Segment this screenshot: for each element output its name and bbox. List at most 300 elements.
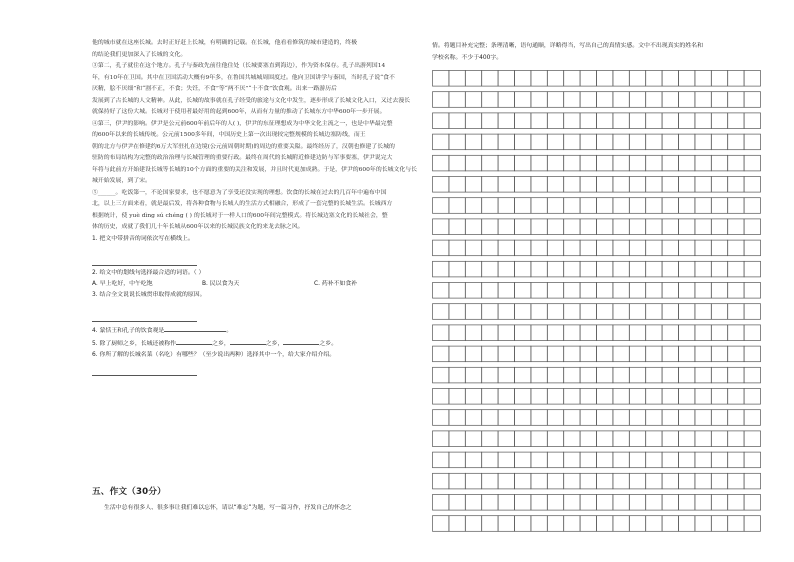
- grid-cell[interactable]: [515, 452, 531, 468]
- grid-cell[interactable]: [613, 452, 629, 468]
- grid-cell[interactable]: [646, 431, 662, 447]
- grid-cell[interactable]: [482, 431, 498, 447]
- grid-cell[interactable]: [711, 198, 727, 214]
- grid-cell[interactable]: [711, 219, 727, 235]
- grid-cell[interactable]: [482, 367, 498, 383]
- grid-cell[interactable]: [662, 452, 678, 468]
- grid-cell[interactable]: [728, 261, 744, 277]
- grid-cell[interactable]: [433, 240, 449, 256]
- grid-cell[interactable]: [433, 155, 449, 171]
- grid-cell[interactable]: [646, 261, 662, 277]
- grid-cell[interactable]: [580, 177, 596, 193]
- grid-cell[interactable]: [465, 155, 481, 171]
- grid-cell[interactable]: [744, 304, 760, 320]
- grid-cell[interactable]: [515, 283, 531, 299]
- grid-cell[interactable]: [531, 240, 547, 256]
- grid-cell[interactable]: [613, 134, 629, 150]
- grid-cell[interactable]: [465, 325, 481, 341]
- grid-cell[interactable]: [482, 155, 498, 171]
- grid-cell[interactable]: [433, 304, 449, 320]
- grid-cell[interactable]: [482, 304, 498, 320]
- grid-cell[interactable]: [564, 431, 580, 447]
- grid-cell[interactable]: [547, 367, 563, 383]
- grid-cell[interactable]: [597, 134, 613, 150]
- grid-cell[interactable]: [744, 240, 760, 256]
- grid-cell[interactable]: [547, 92, 563, 108]
- answer-line-3[interactable]: [92, 313, 197, 322]
- grid-cell[interactable]: [744, 452, 760, 468]
- grid-cell[interactable]: [646, 71, 662, 87]
- grid-cell[interactable]: [695, 516, 711, 532]
- grid-cell[interactable]: [449, 240, 465, 256]
- grid-cell[interactable]: [564, 473, 580, 489]
- grid-cell[interactable]: [547, 325, 563, 341]
- grid-cell[interactable]: [465, 261, 481, 277]
- grid-cell[interactable]: [531, 304, 547, 320]
- grid-cell[interactable]: [744, 71, 760, 87]
- grid-cell[interactable]: [662, 495, 678, 511]
- grid-cell[interactable]: [515, 431, 531, 447]
- grid-cell[interactable]: [465, 495, 481, 511]
- grid-cell[interactable]: [547, 431, 563, 447]
- grid-cell[interactable]: [662, 367, 678, 383]
- grid-cell[interactable]: [646, 113, 662, 129]
- q5-blank-1[interactable]: [176, 337, 212, 345]
- grid-cell[interactable]: [728, 155, 744, 171]
- grid-cell[interactable]: [679, 495, 695, 511]
- grid-cell[interactable]: [711, 134, 727, 150]
- grid-cell[interactable]: [449, 71, 465, 87]
- writing-grid[interactable]: [432, 70, 766, 540]
- grid-cell[interactable]: [547, 452, 563, 468]
- grid-cell[interactable]: [597, 261, 613, 277]
- grid-cell[interactable]: [465, 410, 481, 426]
- grid-cell[interactable]: [597, 283, 613, 299]
- grid-cell[interactable]: [597, 367, 613, 383]
- grid-cell[interactable]: [580, 495, 596, 511]
- grid-cell[interactable]: [744, 516, 760, 532]
- grid-cell[interactable]: [498, 495, 514, 511]
- grid-cell[interactable]: [580, 92, 596, 108]
- grid-cell[interactable]: [597, 92, 613, 108]
- grid-cell[interactable]: [465, 431, 481, 447]
- grid-cell[interactable]: [449, 177, 465, 193]
- grid-cell[interactable]: [744, 198, 760, 214]
- grid-cell[interactable]: [515, 346, 531, 362]
- grid-cell[interactable]: [482, 516, 498, 532]
- grid-cell[interactable]: [580, 473, 596, 489]
- grid-cell[interactable]: [662, 155, 678, 171]
- grid-cell[interactable]: [449, 495, 465, 511]
- grid-cell[interactable]: [531, 367, 547, 383]
- grid-cell[interactable]: [547, 346, 563, 362]
- grid-cell[interactable]: [547, 71, 563, 87]
- grid-cell[interactable]: [433, 410, 449, 426]
- grid-cell[interactable]: [646, 346, 662, 362]
- grid-cell[interactable]: [744, 177, 760, 193]
- grid-cell[interactable]: [449, 473, 465, 489]
- grid-cell[interactable]: [597, 240, 613, 256]
- grid-cell[interactable]: [449, 198, 465, 214]
- grid-cell[interactable]: [465, 113, 481, 129]
- grid-cell[interactable]: [564, 240, 580, 256]
- grid-cell[interactable]: [613, 219, 629, 235]
- grid-cell[interactable]: [744, 410, 760, 426]
- grid-cell[interactable]: [613, 325, 629, 341]
- grid-cell[interactable]: [728, 495, 744, 511]
- grid-cell[interactable]: [695, 177, 711, 193]
- grid-cell[interactable]: [629, 389, 645, 405]
- grid-cell[interactable]: [564, 92, 580, 108]
- grid-cell[interactable]: [465, 283, 481, 299]
- grid-cell[interactable]: [482, 113, 498, 129]
- grid-cell[interactable]: [629, 261, 645, 277]
- grid-cell[interactable]: [580, 346, 596, 362]
- grid-cell[interactable]: [482, 325, 498, 341]
- grid-cell[interactable]: [580, 410, 596, 426]
- grid-cell[interactable]: [465, 134, 481, 150]
- grid-cell[interactable]: [711, 431, 727, 447]
- grid-cell[interactable]: [679, 304, 695, 320]
- grid-cell[interactable]: [465, 367, 481, 383]
- grid-cell[interactable]: [613, 304, 629, 320]
- grid-cell[interactable]: [679, 198, 695, 214]
- grid-cell[interactable]: [547, 155, 563, 171]
- answer-line-1[interactable]: [92, 257, 197, 266]
- grid-cell[interactable]: [465, 473, 481, 489]
- grid-cell[interactable]: [646, 495, 662, 511]
- grid-cell[interactable]: [711, 113, 727, 129]
- grid-cell[interactable]: [728, 134, 744, 150]
- grid-cell[interactable]: [465, 304, 481, 320]
- grid-cell[interactable]: [531, 177, 547, 193]
- grid-cell[interactable]: [646, 92, 662, 108]
- grid-cell[interactable]: [679, 452, 695, 468]
- grid-cell[interactable]: [597, 346, 613, 362]
- grid-cell[interactable]: [531, 495, 547, 511]
- grid-cell[interactable]: [498, 177, 514, 193]
- grid-cell[interactable]: [629, 367, 645, 383]
- grid-cell[interactable]: [515, 410, 531, 426]
- grid-cell[interactable]: [695, 325, 711, 341]
- grid-cell[interactable]: [580, 389, 596, 405]
- grid-cell[interactable]: [580, 325, 596, 341]
- grid-cell[interactable]: [662, 219, 678, 235]
- grid-cell[interactable]: [695, 219, 711, 235]
- grid-cell[interactable]: [744, 134, 760, 150]
- grid-cell[interactable]: [580, 155, 596, 171]
- grid-cell[interactable]: [498, 261, 514, 277]
- grid-cell[interactable]: [629, 198, 645, 214]
- grid-cell[interactable]: [531, 219, 547, 235]
- grid-cell[interactable]: [449, 367, 465, 383]
- grid-cell[interactable]: [679, 473, 695, 489]
- grid-cell[interactable]: [613, 155, 629, 171]
- grid-cell[interactable]: [629, 495, 645, 511]
- grid-cell[interactable]: [482, 177, 498, 193]
- grid-cell[interactable]: [662, 261, 678, 277]
- grid-cell[interactable]: [515, 325, 531, 341]
- grid-cell[interactable]: [515, 304, 531, 320]
- grid-cell[interactable]: [482, 389, 498, 405]
- grid-cell[interactable]: [580, 431, 596, 447]
- grid-cell[interactable]: [662, 325, 678, 341]
- grid-cell[interactable]: [662, 177, 678, 193]
- grid-cell[interactable]: [547, 113, 563, 129]
- grid-cell[interactable]: [695, 71, 711, 87]
- grid-cell[interactable]: [613, 177, 629, 193]
- grid-cell[interactable]: [433, 113, 449, 129]
- q5-blank-2[interactable]: [230, 337, 266, 345]
- grid-cell[interactable]: [433, 367, 449, 383]
- grid-cell[interactable]: [498, 113, 514, 129]
- grid-cell[interactable]: [711, 304, 727, 320]
- grid-cell[interactable]: [662, 431, 678, 447]
- grid-cell[interactable]: [531, 516, 547, 532]
- grid-cell[interactable]: [646, 452, 662, 468]
- option-a[interactable]: A. 早上吃好，中午吃饱: [92, 280, 153, 287]
- grid-cell[interactable]: [547, 304, 563, 320]
- grid-cell[interactable]: [597, 495, 613, 511]
- grid-cell[interactable]: [613, 71, 629, 87]
- grid-cell[interactable]: [580, 452, 596, 468]
- grid-cell[interactable]: [679, 325, 695, 341]
- grid-cell[interactable]: [629, 113, 645, 129]
- grid-cell[interactable]: [531, 389, 547, 405]
- grid-cell[interactable]: [695, 261, 711, 277]
- grid-cell[interactable]: [646, 516, 662, 532]
- grid-cell[interactable]: [662, 516, 678, 532]
- grid-cell[interactable]: [498, 389, 514, 405]
- grid-cell[interactable]: [662, 304, 678, 320]
- grid-cell[interactable]: [531, 198, 547, 214]
- grid-cell[interactable]: [728, 71, 744, 87]
- grid-cell[interactable]: [449, 389, 465, 405]
- grid-cell[interactable]: [711, 71, 727, 87]
- grid-cell[interactable]: [695, 367, 711, 383]
- grid-cell[interactable]: [728, 177, 744, 193]
- grid-cell[interactable]: [629, 92, 645, 108]
- grid-cell[interactable]: [695, 431, 711, 447]
- grid-cell[interactable]: [679, 346, 695, 362]
- grid-cell[interactable]: [449, 261, 465, 277]
- grid-cell[interactable]: [646, 219, 662, 235]
- grid-cell[interactable]: [711, 155, 727, 171]
- grid-cell[interactable]: [646, 240, 662, 256]
- grid-cell[interactable]: [744, 473, 760, 489]
- grid-cell[interactable]: [695, 410, 711, 426]
- grid-cell[interactable]: [580, 113, 596, 129]
- grid-cell[interactable]: [449, 219, 465, 235]
- grid-cell[interactable]: [695, 452, 711, 468]
- grid-cell[interactable]: [646, 283, 662, 299]
- grid-cell[interactable]: [744, 495, 760, 511]
- grid-cell[interactable]: [744, 431, 760, 447]
- grid-cell[interactable]: [482, 219, 498, 235]
- grid-cell[interactable]: [547, 495, 563, 511]
- grid-cell[interactable]: [515, 219, 531, 235]
- grid-cell[interactable]: [531, 134, 547, 150]
- grid-cell[interactable]: [695, 304, 711, 320]
- grid-cell[interactable]: [547, 389, 563, 405]
- grid-cell[interactable]: [449, 516, 465, 532]
- grid-cell[interactable]: [646, 473, 662, 489]
- grid-cell[interactable]: [531, 346, 547, 362]
- grid-cell[interactable]: [433, 283, 449, 299]
- grid-cell[interactable]: [728, 389, 744, 405]
- grid-cell[interactable]: [613, 410, 629, 426]
- grid-cell[interactable]: [679, 516, 695, 532]
- grid-cell[interactable]: [498, 473, 514, 489]
- grid-cell[interactable]: [597, 410, 613, 426]
- grid-cell[interactable]: [433, 389, 449, 405]
- grid-cell[interactable]: [629, 155, 645, 171]
- grid-cell[interactable]: [728, 304, 744, 320]
- grid-cell[interactable]: [449, 304, 465, 320]
- grid-cell[interactable]: [580, 240, 596, 256]
- grid-cell[interactable]: [613, 240, 629, 256]
- grid-cell[interactable]: [465, 71, 481, 87]
- grid-cell[interactable]: [564, 516, 580, 532]
- grid-cell[interactable]: [629, 473, 645, 489]
- grid-cell[interactable]: [515, 92, 531, 108]
- grid-cell[interactable]: [498, 346, 514, 362]
- grid-cell[interactable]: [564, 346, 580, 362]
- grid-cell[interactable]: [597, 219, 613, 235]
- grid-cell[interactable]: [744, 261, 760, 277]
- grid-cell[interactable]: [728, 92, 744, 108]
- grid-cell[interactable]: [547, 198, 563, 214]
- grid-cell[interactable]: [711, 283, 727, 299]
- grid-cell[interactable]: [547, 219, 563, 235]
- grid-cell[interactable]: [433, 261, 449, 277]
- grid-cell[interactable]: [482, 283, 498, 299]
- grid-cell[interactable]: [564, 155, 580, 171]
- grid-cell[interactable]: [515, 71, 531, 87]
- grid-cell[interactable]: [679, 261, 695, 277]
- grid-cell[interactable]: [695, 240, 711, 256]
- grid-cell[interactable]: [564, 113, 580, 129]
- grid-cell[interactable]: [498, 431, 514, 447]
- grid-cell[interactable]: [646, 134, 662, 150]
- grid-cell[interactable]: [597, 473, 613, 489]
- grid-cell[interactable]: [646, 389, 662, 405]
- grid-cell[interactable]: [629, 346, 645, 362]
- grid-cell[interactable]: [498, 155, 514, 171]
- grid-cell[interactable]: [695, 198, 711, 214]
- grid-cell[interactable]: [515, 113, 531, 129]
- grid-cell[interactable]: [580, 198, 596, 214]
- grid-cell[interactable]: [465, 389, 481, 405]
- grid-cell[interactable]: [646, 325, 662, 341]
- grid-cell[interactable]: [449, 113, 465, 129]
- grid-cell[interactable]: [498, 304, 514, 320]
- grid-cell[interactable]: [613, 113, 629, 129]
- grid-cell[interactable]: [564, 389, 580, 405]
- grid-cell[interactable]: [498, 410, 514, 426]
- grid-cell[interactable]: [498, 92, 514, 108]
- grid-cell[interactable]: [531, 92, 547, 108]
- grid-cell[interactable]: [482, 134, 498, 150]
- grid-cell[interactable]: [629, 71, 645, 87]
- grid-cell[interactable]: [531, 473, 547, 489]
- grid-cell[interactable]: [564, 495, 580, 511]
- grid-cell[interactable]: [695, 134, 711, 150]
- grid-cell[interactable]: [482, 346, 498, 362]
- grid-cell[interactable]: [744, 155, 760, 171]
- grid-cell[interactable]: [744, 113, 760, 129]
- grid-cell[interactable]: [498, 283, 514, 299]
- grid-cell[interactable]: [449, 134, 465, 150]
- grid-cell[interactable]: [679, 367, 695, 383]
- grid-cell[interactable]: [433, 431, 449, 447]
- grid-cell[interactable]: [695, 473, 711, 489]
- grid-cell[interactable]: [564, 367, 580, 383]
- grid-cell[interactable]: [679, 219, 695, 235]
- grid-cell[interactable]: [629, 325, 645, 341]
- grid-cell[interactable]: [597, 198, 613, 214]
- grid-cell[interactable]: [613, 283, 629, 299]
- grid-cell[interactable]: [728, 367, 744, 383]
- grid-cell[interactable]: [646, 155, 662, 171]
- grid-cell[interactable]: [564, 134, 580, 150]
- grid-cell[interactable]: [547, 283, 563, 299]
- q5-blank-3[interactable]: [283, 337, 319, 345]
- grid-cell[interactable]: [613, 346, 629, 362]
- grid-cell[interactable]: [646, 410, 662, 426]
- grid-cell[interactable]: [613, 367, 629, 383]
- grid-cell[interactable]: [662, 113, 678, 129]
- grid-cell[interactable]: [498, 325, 514, 341]
- grid-cell[interactable]: [679, 113, 695, 129]
- grid-cell[interactable]: [613, 389, 629, 405]
- grid-cell[interactable]: [728, 325, 744, 341]
- grid-cell[interactable]: [711, 92, 727, 108]
- grid-cell[interactable]: [482, 261, 498, 277]
- grid-cell[interactable]: [728, 113, 744, 129]
- grid-cell[interactable]: [449, 283, 465, 299]
- grid-cell[interactable]: [597, 113, 613, 129]
- grid-cell[interactable]: [564, 261, 580, 277]
- grid-cell[interactable]: [498, 134, 514, 150]
- grid-cell[interactable]: [679, 431, 695, 447]
- grid-cell[interactable]: [629, 431, 645, 447]
- grid-cell[interactable]: [433, 198, 449, 214]
- grid-cell[interactable]: [465, 240, 481, 256]
- grid-cell[interactable]: [564, 219, 580, 235]
- grid-cell[interactable]: [597, 155, 613, 171]
- grid-cell[interactable]: [711, 177, 727, 193]
- grid-cell[interactable]: [629, 304, 645, 320]
- grid-cell[interactable]: [744, 346, 760, 362]
- grid-cell[interactable]: [662, 71, 678, 87]
- grid-cell[interactable]: [515, 240, 531, 256]
- option-b[interactable]: B. 民以食为天: [202, 280, 240, 287]
- grid-cell[interactable]: [613, 431, 629, 447]
- grid-cell[interactable]: [465, 346, 481, 362]
- grid-cell[interactable]: [531, 325, 547, 341]
- grid-cell[interactable]: [711, 325, 727, 341]
- grid-cell[interactable]: [695, 495, 711, 511]
- grid-cell[interactable]: [679, 155, 695, 171]
- grid-cell[interactable]: [613, 516, 629, 532]
- grid-cell[interactable]: [433, 325, 449, 341]
- grid-cell[interactable]: [498, 516, 514, 532]
- grid-cell[interactable]: [498, 219, 514, 235]
- grid-cell[interactable]: [580, 283, 596, 299]
- answer-line-6[interactable]: [92, 367, 197, 376]
- grid-cell[interactable]: [580, 71, 596, 87]
